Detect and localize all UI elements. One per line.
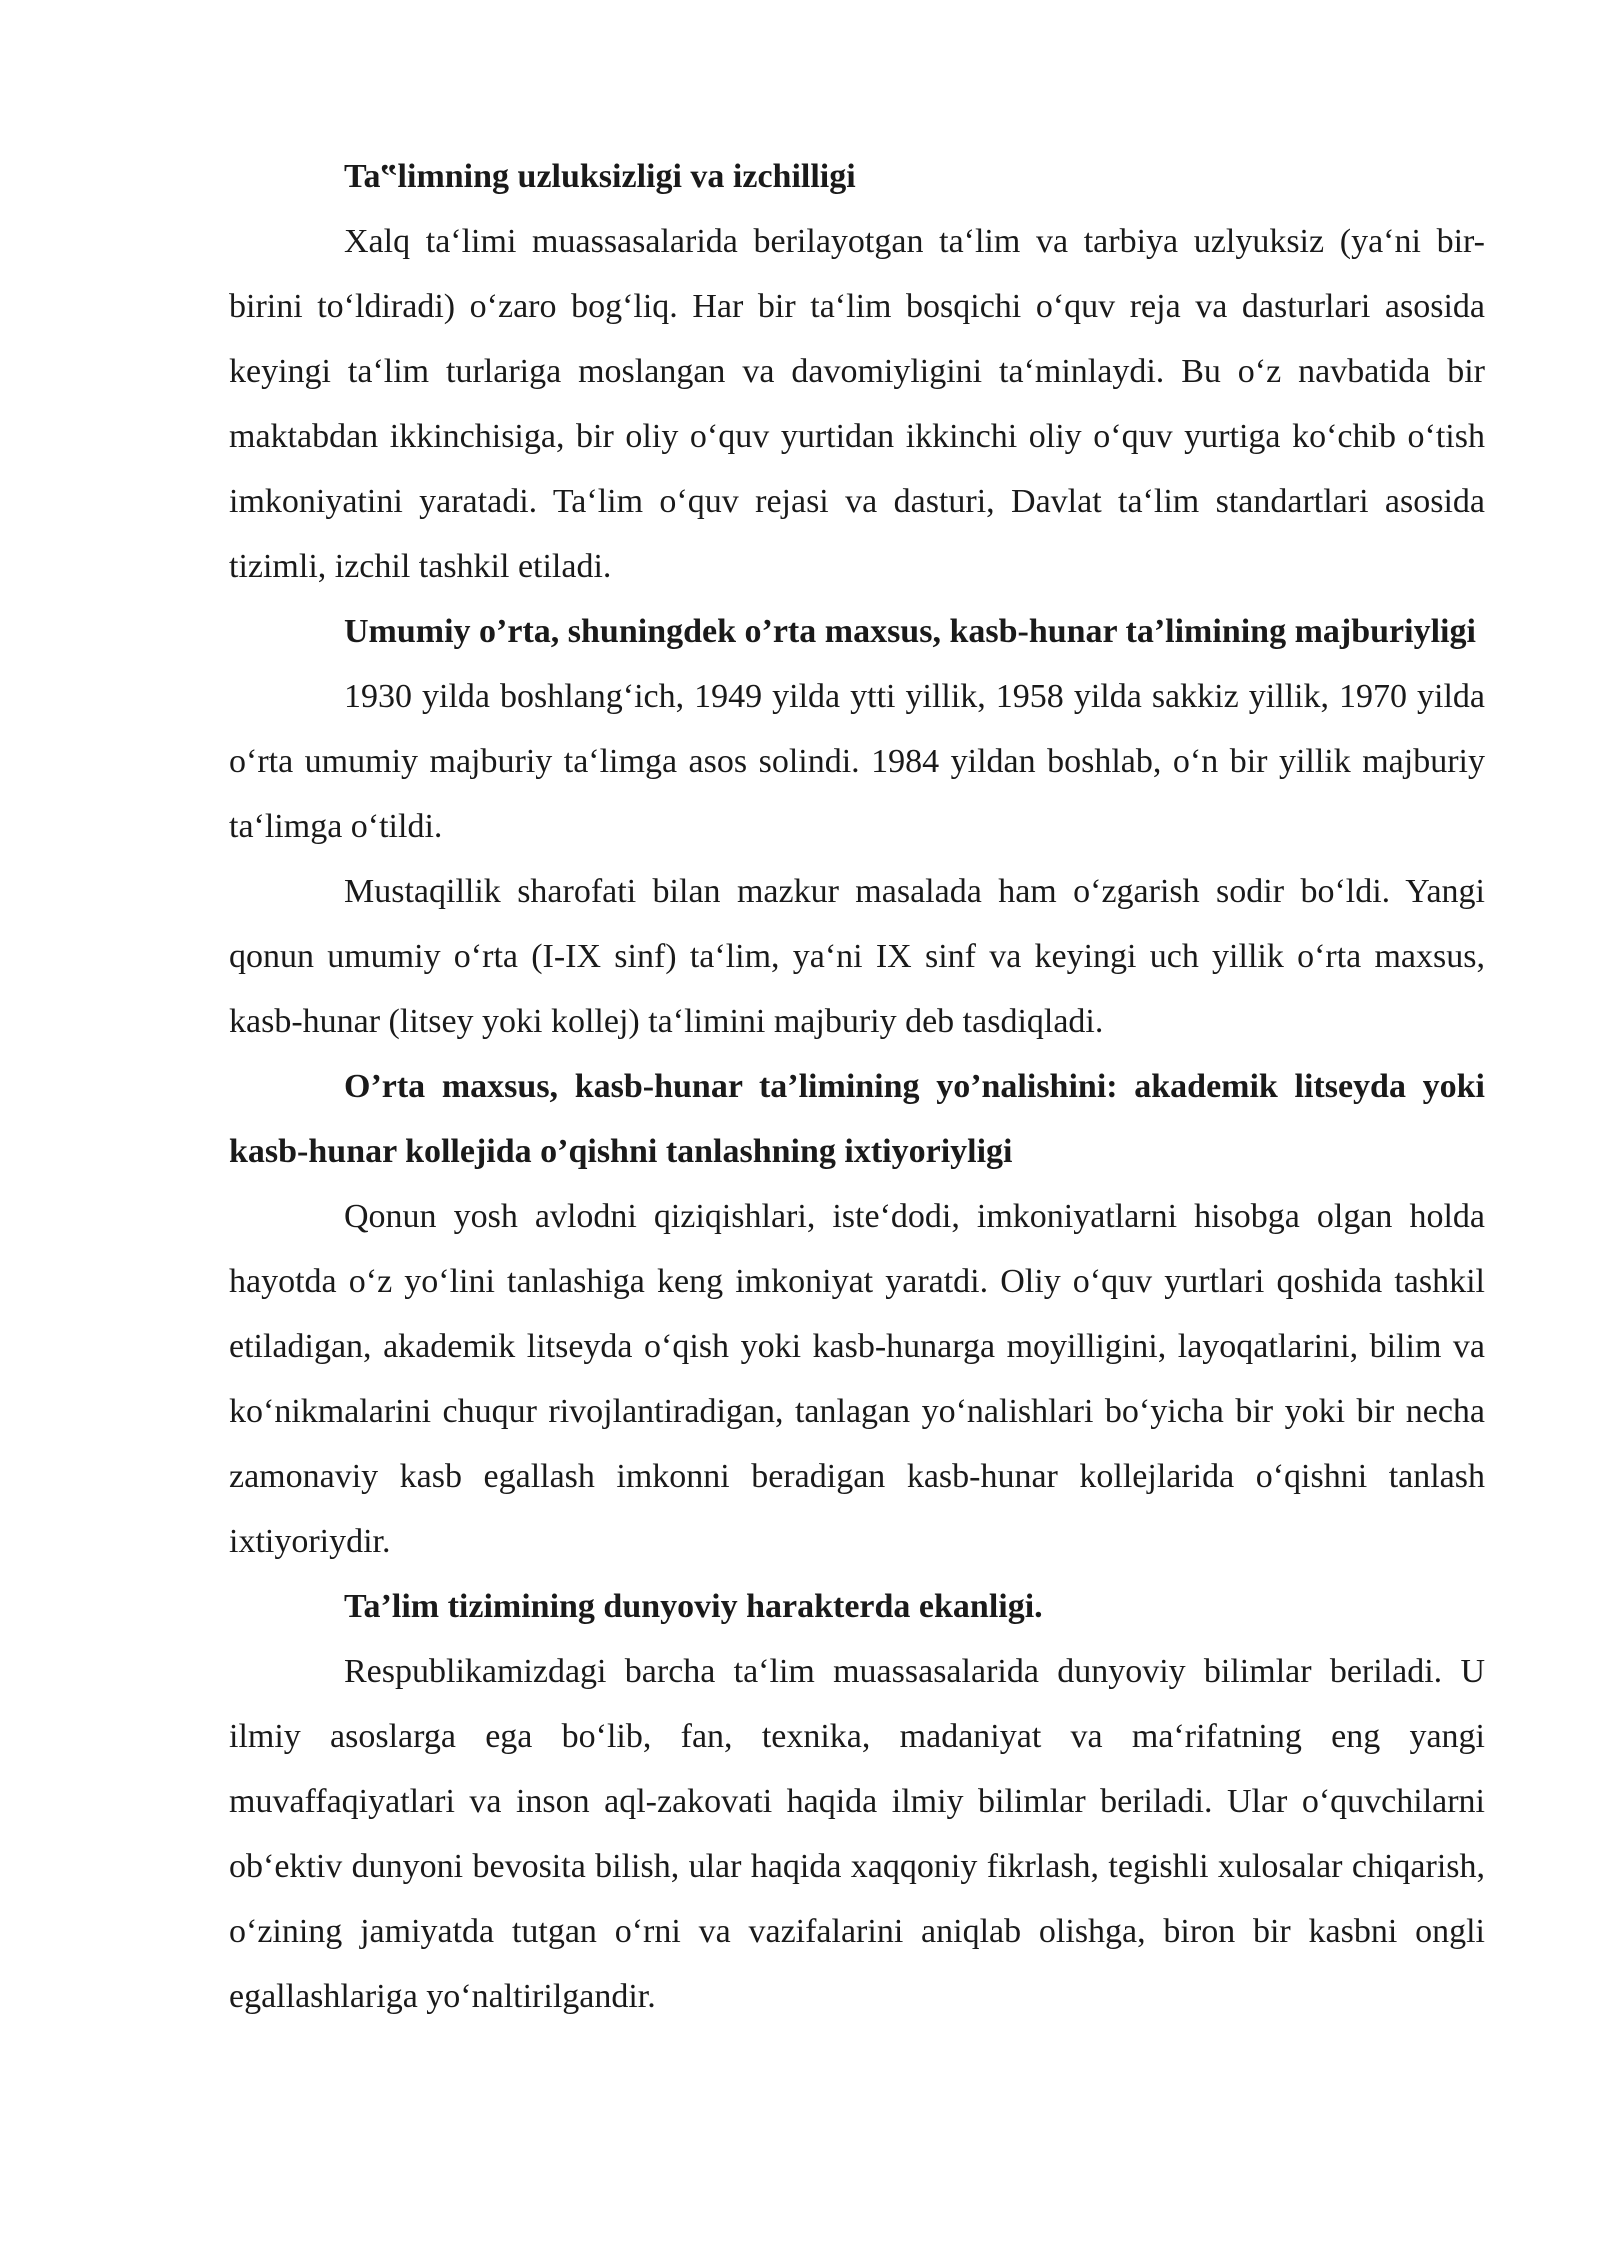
section-heading-secular: Ta’lim tizimining dunyoviy harakterda ekanligi. [344, 1588, 1043, 1625]
paragraph-continuity: Xalq ta‘limi muassasalarida berilayotgan ta‘lim va tarbiya uzlyuksiz (ya‘ni bir-birini to‘ldiradi) o‘zaro bog‘liq. Har bir ta‘lim bosqichi o‘quv reja va dasturlari asosida keyingi ta‘lim turlariga moslangan va davomiyligini ta‘minlaydi. Bu o‘z navbatida bir maktabdan ikkinchisiga, bir oliy o‘quv yurtidan ikkinchi oliy o‘quv yurtiga ko‘chib o‘tish imkoniyatini yaratadi. Ta‘lim o‘quv rejasi va dasturi, Davlat ta‘lim standartlari asosida tizimli, izchil tashkil etiladi. [229, 223, 1485, 585]
section-heading-continuity: Ta‟limning uzluksizligi va izchilligi [344, 158, 856, 195]
document-page [229, 144, 1485, 2029]
paragraph-compulsory-history: 1930 yilda boshlang‘ich, 1949 yilda ytti yillik, 1958 yilda sakkiz yillik, 1970 yilda o‘rta umumiy majburiy ta‘limga asos solindi. 1984 yildan boshlab, o‘n bir yillik majburiy ta‘limga o‘tildi. [229, 678, 1485, 845]
paragraph-voluntary-choice: Qonun yosh avlodni qiziqishlari, iste‘dodi, imkoniyatlarni hisobga olgan holda hayotda o‘z yo‘lini tanlashiga keng imkoniyat yaratdi. Oliy o‘quv yurtlari qoshida tashkil etiladigan, akademik litseyda o‘qish yoki kasb-hunarga moyilligini, layoqatlarini, bilim va ko‘nikmalarini chuqur rivojlantiradigan, tanlagan yo‘nalishlari bo‘yicha bir yoki bir necha zamonaviy kasb egallash imkonni beradigan kasb-hunar kollejlarida o‘qishni tanlash ixtiyoriydir. [229, 1198, 1485, 1560]
paragraph-compulsory-independence: Mustaqillik sharofati bilan mazkur masalada ham o‘zgarish sodir bo‘ldi. Yangi qonun umumiy o‘rta (I-IX sinf) ta‘lim, ya‘ni IX sinf va keyingi uch yillik o‘rta maxsus, kasb-hunar (litsey yoki kollej) ta‘limini majburiy deb tasdiqladi. [229, 873, 1485, 1040]
section-heading-voluntary-choice: O’rta maxsus, kasb-hunar ta’limining yo’nalishini: akademik litseyda yoki kasb-hunar kollejida o’qishni tanlashning ixtiyoriyligi [229, 1068, 1485, 1170]
section-heading-compulsory: Umumiy o’rta, shuningdek o’rta maxsus, kasb-hunar ta’limining majburiyligi [344, 613, 1476, 650]
paragraph-secular: Respublikamizdagi barcha ta‘lim muassasalarida dunyoviy bilimlar beriladi. U ilmiy asoslarga ega bo‘lib, fan, texnika, madaniyat va ma‘rifatning eng yangi muvaffaqiyatlari va inson aql-zakovati haqida ilmiy bilimlar beriladi. Ular o‘quvchilarni ob‘ektiv dunyoni bevosita bilish, ular haqida xaqqoniy fikrlash, tegishli xulosalar chiqarish, o‘zining jamiyatda tutgan o‘rni va vazifalarini aniqlab olishga, biron bir kasbni ongli egallashlariga yo‘naltirilgandir. [229, 1653, 1485, 2015]
